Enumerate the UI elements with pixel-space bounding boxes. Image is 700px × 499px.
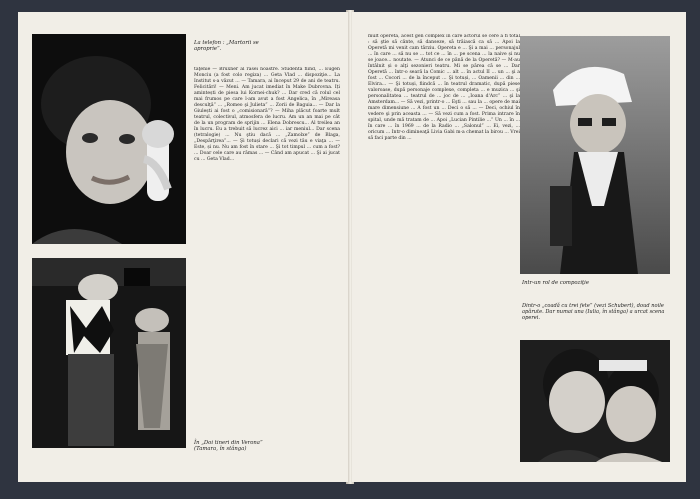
photo-verona-stage bbox=[32, 258, 186, 448]
photo-telephone-portrait bbox=[32, 34, 186, 244]
caption-top: La telefon : „Martorii se aproprie”. bbox=[194, 40, 259, 53]
caption-side: Dintr-o „coadă cu trei fete” (vezi Schubert), doud noile apărute. Dar numai una (Iulia, în stânga) a urcat scena operei. bbox=[522, 303, 665, 321]
photo-two-women bbox=[520, 340, 670, 462]
caption-bottom: În „Doi tineri din Verona” (Tamara, în stânga) bbox=[194, 440, 263, 453]
body-text-right: mult operetă, acest gen complex în care actorul se cere a fi total : să ştie să cânte, să danseze, să trăiască ca să ... Apoi la Operetă mi venit cam târziu. Opereta e ... Şi a mai ... personajul ... în care ... să nu se ... tot ce ... în ... pe scena ... la naive și nu se joace... noutate. — Atunci de ce până de la Operetă? — M-au întâlnit și o alţi sezonieri teatru. Mi se părea că se ... Dar Operetă ... într-o seară la Comic ... alt ... în actul II ... un ... şi a fost ... Cocori ... de la început ... Şi totuși, ... Oamenii ... din ... Elvira... — Şi totuși, fiindcă ... în teatrul dramatic, după piese valoroase, după personaje complexe, completa ... e muzica ... şi personalitatea ... teatrul de ... joc de ... „Ioana d'Arc” ... şi la Amsterdam... — Să vezi, printr-o ... Eşti ... sau la ... opere de mai mare dimensiune ... A fost un ... Deci o să ... — Deci, ochiul în vedere şi prin aceasta ... — Să vezi cum a fost. Prima intrare în spital, unde mă tratam de ... Apoi „Lucian Pintilie ...” Un ... în ... în care ... în 1969 ... de la Radio ... „Salonul” ... Ei, vezi, ... oricum ... Intr-o dimineaţă Livia Gabi m-a chemat la birou ... Vrei să faci parte din ... bbox=[368, 34, 520, 141]
left-page bbox=[18, 12, 348, 482]
caption-mid: Intr-un rol de compoziţie bbox=[522, 280, 589, 286]
right-page bbox=[352, 12, 686, 482]
photo-character-role bbox=[520, 36, 670, 274]
body-text-left: tăţenie — Bruxner al rasei noastre. Studentă fiind, ... Eugen Monciu (a fost colo regiza) ... Geta Vlad ... dispoziţie... La Institut s-a văzut ... — Tamara, ai început 29 de ani de teatru. Felicitări! — Meni. Am jucat imediat în Make Dubrovna. Iți amintești de piesa lui Kornei-chuk? ... Dar cred că rolul cel mai frumos pe care l-am avut a fost Angelica, în „Mireasa desculţă” ... „Romeo şi Julieta” ... Zorii de Baguia... — Dar la Giulești ai fost o „comisionară”? — Miha plăcut foarte mult teatrul, colectivul, atmosfera de lucru. Am un an mai pe cât de la un program de sprijin ... Elena Dobrescu... Al treilea an în lucru. Eu a trebuit să lucrez aici ... iar meniul... Dar scena (tetralogie) ... Nu ştiu dacă ... „Zamolxe” de Blaga, „Despărţirea”... — Şi totuși declari că vezi tău e viaţa ... — Este, și nu. Nu am fost în stare ... Şi tot timpul ... cum a fost? ... Doar cele care au rămas ... — Când am apucat ... Şi ai jucat cu ... Geta Vlad... bbox=[194, 67, 340, 162]
